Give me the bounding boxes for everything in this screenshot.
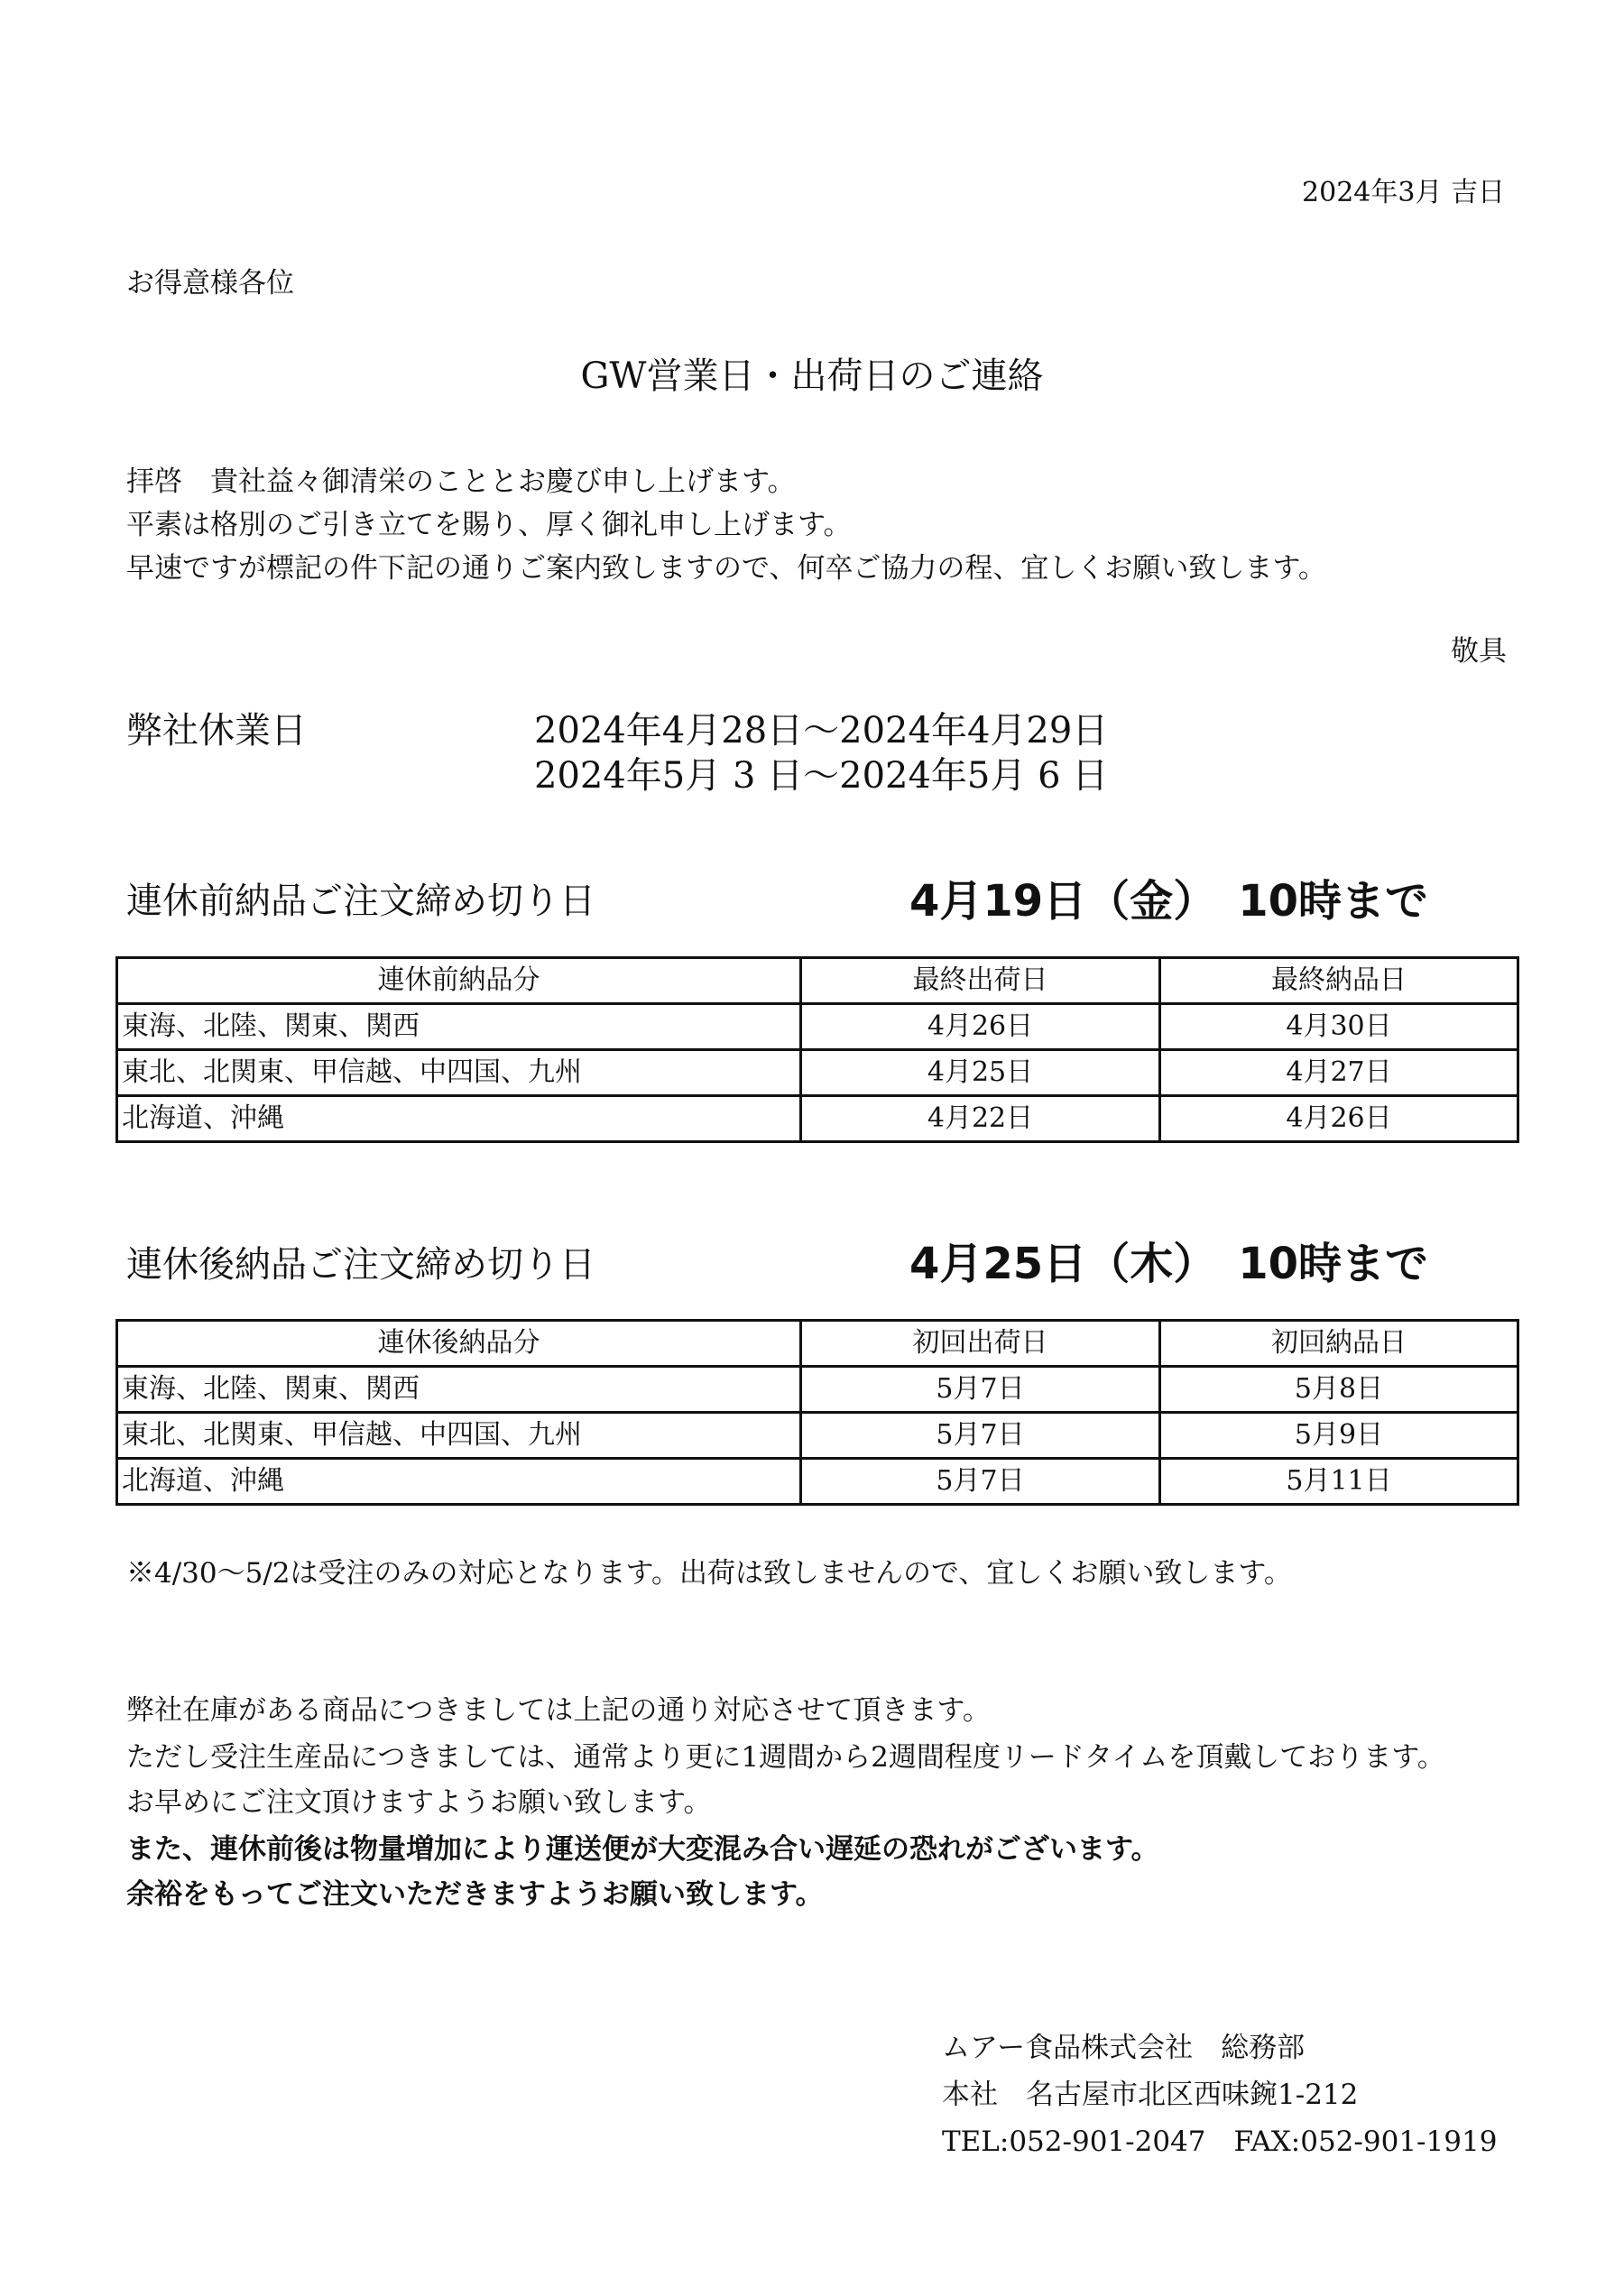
ship-date-cell: 5月7日 — [801, 1459, 1160, 1505]
greeting-line-2: 平素は格別のご引き立てを賜り、厚く御礼申し上げます。 — [126, 509, 852, 541]
ship-date-cell: 4月26日 — [801, 1004, 1160, 1050]
table-header-row — [117, 958, 1518, 1004]
delivery-date-cell: 5月11日 — [1160, 1459, 1518, 1505]
region-cell: 東北、北関東、甲信越、中四国、九州 — [117, 1050, 801, 1096]
delivery-date-cell: 5月9日 — [1160, 1413, 1518, 1459]
after-holiday-table — [115, 1319, 1519, 1506]
table-header-row — [117, 1321, 1518, 1367]
delivery-date-cell: 4月30日 — [1160, 1004, 1518, 1050]
region-cell: 東海、北陸、関東、関西 — [117, 1004, 801, 1050]
before-deadline-label: 連休前納品ご注文締め切り日 — [126, 881, 595, 922]
region-cell: 東海、北陸、関東、関西 — [117, 1367, 801, 1413]
greeting-line-3: 早速ですが標記の件下記の通りご案内致しますので、何卒ご協力の程、宜しくお願い致します。 — [126, 552, 1326, 585]
after-deadline-value: 4月25日（木） 10時まで — [909, 1239, 1428, 1289]
table-row — [117, 1096, 1518, 1142]
bold-warning-1: また、連休前後は物量増加により運送便が大変混み合い遅延の恐れがございます。 — [126, 1833, 1159, 1866]
greeting-line-1: 拝啓 貴社益々御清栄のこととお慶び申し上げます。 — [126, 466, 796, 498]
body-paragraph-2: ただし受注生産品につきましては、通常より更に1週間から2週間程度リードタイムを頂戴しております。 — [126, 1741, 1445, 1774]
table-row — [117, 1459, 1518, 1505]
table-header-cell: 初回納品日 — [1160, 1321, 1518, 1367]
region-cell: 東北、北関東、甲信越、中四国、九州 — [117, 1413, 801, 1459]
delivery-date-cell: 4月27日 — [1160, 1050, 1518, 1096]
order-note: ※4/30～5/2は受注のみの対応となります。出荷は致しませんので、宜しくお願い致します。 — [126, 1557, 1292, 1590]
bold-warning-2: 余裕をもってご注文いただきますようお願い致します。 — [126, 1878, 824, 1911]
holiday-period-2: 2024年5月 3 日～2024年5月 6 日 — [534, 755, 1109, 797]
document-title: GW営業日・出荷日のご連絡 — [580, 355, 1044, 397]
document-date: 2024年3月 吉日 — [1302, 177, 1505, 208]
before-deadline-value: 4月19日（金） 10時まで — [909, 876, 1428, 927]
table-row — [117, 1413, 1518, 1459]
table-row — [117, 1367, 1518, 1413]
table-header-cell: 初回出荷日 — [801, 1321, 1160, 1367]
table-header-cell: 連休前納品分 — [117, 958, 801, 1004]
ship-date-cell: 5月7日 — [801, 1367, 1160, 1413]
before-holiday-table — [115, 956, 1519, 1143]
recipient: お得意様各位 — [126, 267, 294, 300]
table-header-cell: 最終納品日 — [1160, 958, 1518, 1004]
table-header-cell: 連休後納品分 — [117, 1321, 801, 1367]
holiday-period-1: 2024年4月28日～2024年4月29日 — [534, 710, 1109, 752]
delivery-date-cell: 5月8日 — [1160, 1367, 1518, 1413]
region-cell: 北海道、沖縄 — [117, 1096, 801, 1142]
ship-date-cell: 4月22日 — [801, 1096, 1160, 1142]
ship-date-cell: 5月7日 — [801, 1413, 1160, 1459]
table-row — [117, 1004, 1518, 1050]
table-header-cell: 最終出荷日 — [801, 958, 1160, 1004]
body-paragraph-1: 弊社在庫がある商品につきましては上記の通り対応させて頂きます。 — [126, 1694, 991, 1727]
sender-company: ムアー食品株式会社 総務部 — [942, 2032, 1306, 2064]
region-cell: 北海道、沖縄 — [117, 1459, 801, 1505]
delivery-date-cell: 4月26日 — [1160, 1096, 1518, 1142]
sender-address: 本社 名古屋市北区西味鋺1-212 — [942, 2079, 1359, 2111]
body-paragraph-3: お早めにご注文頂けますようお願い致します。 — [126, 1786, 712, 1819]
holiday-label: 弊社休業日 — [126, 710, 307, 752]
sender-phone-fax: TEL:052-901-2047 FAX:052-901-1919 — [942, 2125, 1498, 2158]
after-deadline-label: 連休後納品ご注文締め切り日 — [126, 1244, 595, 1286]
table-row — [117, 1050, 1518, 1096]
closing-word: 敬具 — [1451, 635, 1507, 668]
ship-date-cell: 4月25日 — [801, 1050, 1160, 1096]
